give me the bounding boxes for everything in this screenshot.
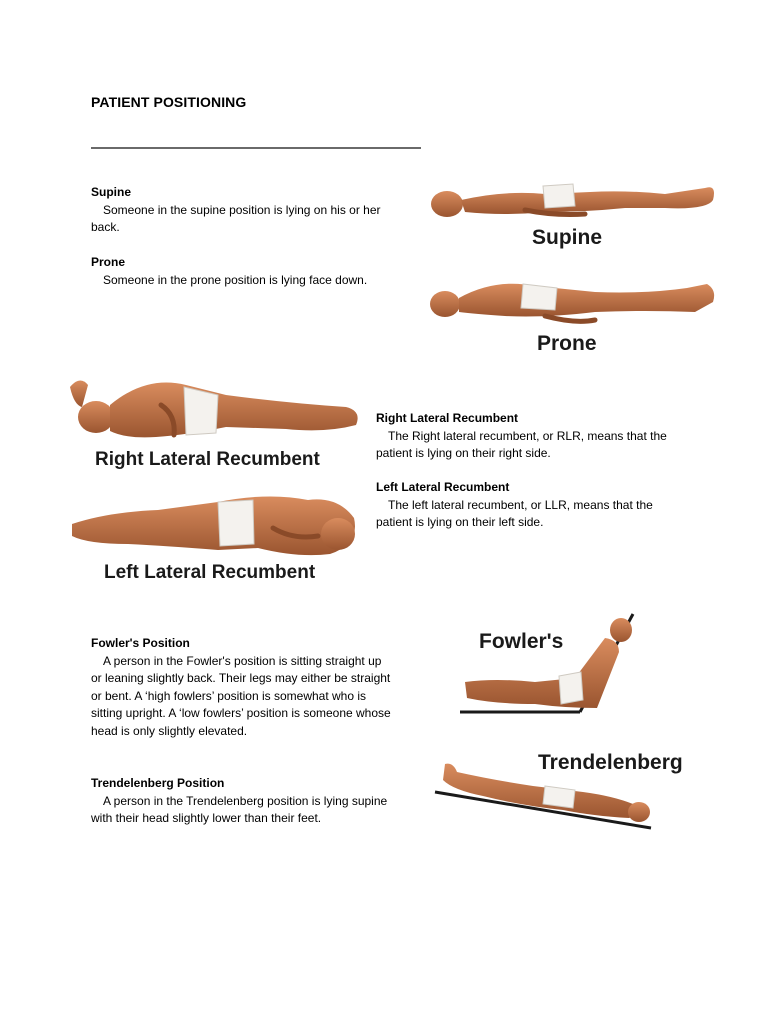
supine-illustration [425, 170, 725, 225]
trendelenberg-illustration [433, 760, 655, 832]
fowlers-illustration [455, 612, 640, 722]
fowlers-term: Fowler's Position [91, 636, 190, 650]
right-lateral-illustration [66, 375, 366, 445]
right-lateral-label: Right Lateral Recumbent [95, 449, 320, 470]
fowlers-entry [91, 635, 391, 740]
left-lateral-illustration [68, 488, 363, 563]
fowlers-label: Fowler's [479, 630, 564, 653]
prone-term: Prone [91, 255, 126, 269]
supine-label: Supine [532, 226, 603, 249]
supine-description: Someone in the supine position is lying on his or her back. [91, 202, 381, 234]
page-title: PATIENT POSITIONING [91, 94, 247, 110]
supine-entry [91, 184, 401, 237]
right-lateral-description: The Right lateral recumbent, or RLR, means that the patient is lying on their right side. [376, 428, 667, 460]
trendelenberg-term: Trendelenberg Position [91, 776, 225, 790]
right-lateral-entry [376, 410, 681, 463]
prone-illustration [425, 272, 725, 332]
fowlers-description: A person in the Fowler's position is sitting straight up or leaning slightly back. Their legs may either be straight or bent. A ‘high fowlers’ position is somewhat who is sitting upright. A ‘low fowlers’ position is someone whose head is only slightly elevated. [91, 653, 391, 738]
trendelenberg-entry [91, 775, 391, 828]
prone-label: Prone [537, 332, 597, 355]
supine-term: Supine [91, 185, 132, 199]
left-lateral-entry [376, 479, 681, 532]
left-lateral-label: Left Lateral Recumbent [104, 562, 316, 583]
trendelenberg-label: Trendelenberg [538, 751, 683, 774]
left-lateral-term: Left Lateral Recumbent [376, 480, 510, 494]
title-divider [91, 147, 421, 149]
right-lateral-term: Right Lateral Recumbent [376, 411, 519, 425]
left-lateral-description: The left lateral recumbent, or LLR, means that the patient is lying on their left side. [376, 497, 653, 529]
prone-entry [91, 254, 401, 289]
trendelenberg-description: A person in the Trendelenberg position is lying supine with their head slightly lower than their feet. [91, 793, 388, 825]
prone-description: Someone in the prone position is lying face down. [103, 272, 368, 287]
